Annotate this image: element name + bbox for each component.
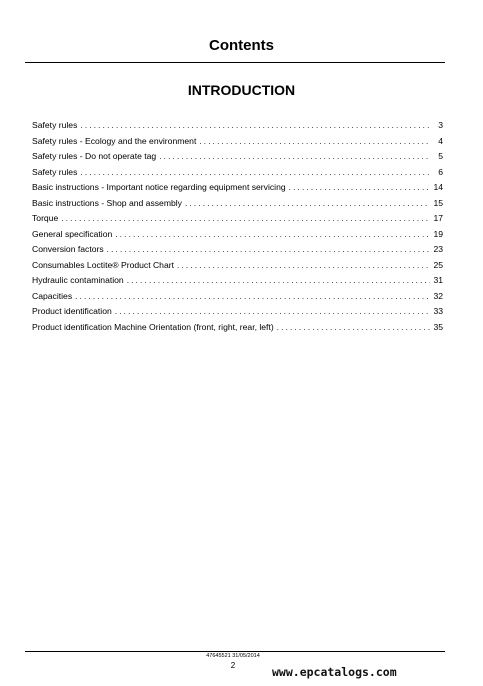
toc-entry-page: 35 (433, 321, 443, 332)
toc-dot-leader (289, 181, 430, 196)
toc-entry-page: 15 (433, 197, 443, 208)
toc-entry[interactable] (32, 227, 443, 243)
toc-entry-label: Safety rules (32, 166, 78, 177)
toc-entry-label: Conversion factors (32, 244, 104, 254)
toc-entry[interactable] (32, 258, 443, 274)
page-number: 2 (230, 661, 236, 670)
toc-dot-leader (61, 212, 430, 227)
toc-entry-page: 19 (433, 228, 443, 239)
toc-entry-page: 17 (433, 213, 443, 223)
toc-entry-label: Safety rules - Do not operate tag (32, 151, 157, 161)
toc-entry-page: 25 (433, 259, 443, 270)
toc-entry-page: 33 (433, 306, 443, 316)
section-heading: INTRODUCTION (187, 82, 296, 98)
toc-dot-leader (127, 274, 430, 289)
toc-entry[interactable] (32, 320, 443, 336)
toc-entry-label: Basic instructions - Important notice regarding equipment servicing (32, 182, 286, 192)
toc-dot-leader (115, 228, 430, 243)
toc-entry-label: Safety rules (32, 120, 78, 130)
footer-rule (25, 651, 445, 652)
toc-entry-label: Hydraulic contamination (32, 275, 124, 285)
toc-dot-leader (177, 259, 430, 274)
title-rule (25, 62, 445, 63)
toc-dot-leader (107, 243, 430, 258)
table-of-contents (32, 118, 443, 335)
toc-dot-leader (185, 197, 430, 212)
toc-entry-label: Torque (32, 213, 59, 223)
toc-dot-leader (277, 321, 430, 336)
toc-entry-label: Product identification Machine Orientation (front, right, rear, left) (32, 321, 274, 332)
toc-entry-label: Safety rules - Ecology and the environment (32, 135, 197, 146)
toc-entry-label: Capacities (32, 290, 73, 301)
toc-entry-page: 4 (438, 135, 443, 146)
toc-entry-label: Basic instructions - Shop and assembly (32, 197, 182, 208)
toc-entry[interactable] (32, 304, 443, 320)
toc-entry[interactable] (32, 180, 443, 196)
toc-entry[interactable] (32, 273, 443, 289)
toc-entry[interactable] (32, 242, 443, 258)
toc-entry[interactable] (32, 149, 443, 165)
toc-dot-leader (199, 135, 430, 150)
document-id: 47645521 31/05/2014 (206, 653, 260, 659)
toc-entry[interactable] (32, 165, 443, 181)
toc-entry-page: 31 (433, 275, 443, 285)
toc-entry-page: 6 (438, 166, 443, 177)
toc-entry[interactable] (32, 134, 443, 150)
watermark-url: www.epcatalogs.com (272, 665, 397, 679)
page-title: Contents (209, 37, 274, 54)
toc-dot-leader (75, 290, 430, 305)
toc-dot-leader (159, 150, 430, 165)
toc-entry-label: Product identification (32, 306, 112, 316)
toc-dot-leader (115, 305, 430, 320)
toc-entry-label: General specification (32, 228, 113, 239)
toc-entry[interactable] (32, 211, 443, 227)
toc-dot-leader (80, 166, 430, 181)
toc-dot-leader (80, 119, 430, 134)
toc-entry-page: 3 (438, 120, 443, 130)
toc-entry-page: 5 (438, 151, 443, 161)
toc-entry[interactable] (32, 196, 443, 212)
toc-entry-page: 32 (433, 290, 443, 301)
toc-entry-page: 23 (433, 244, 443, 254)
toc-entry[interactable] (32, 289, 443, 305)
toc-entry-label: Consumables Loctite® Product Chart (32, 259, 174, 270)
toc-entry[interactable] (32, 118, 443, 134)
toc-entry-page: 14 (433, 182, 443, 192)
